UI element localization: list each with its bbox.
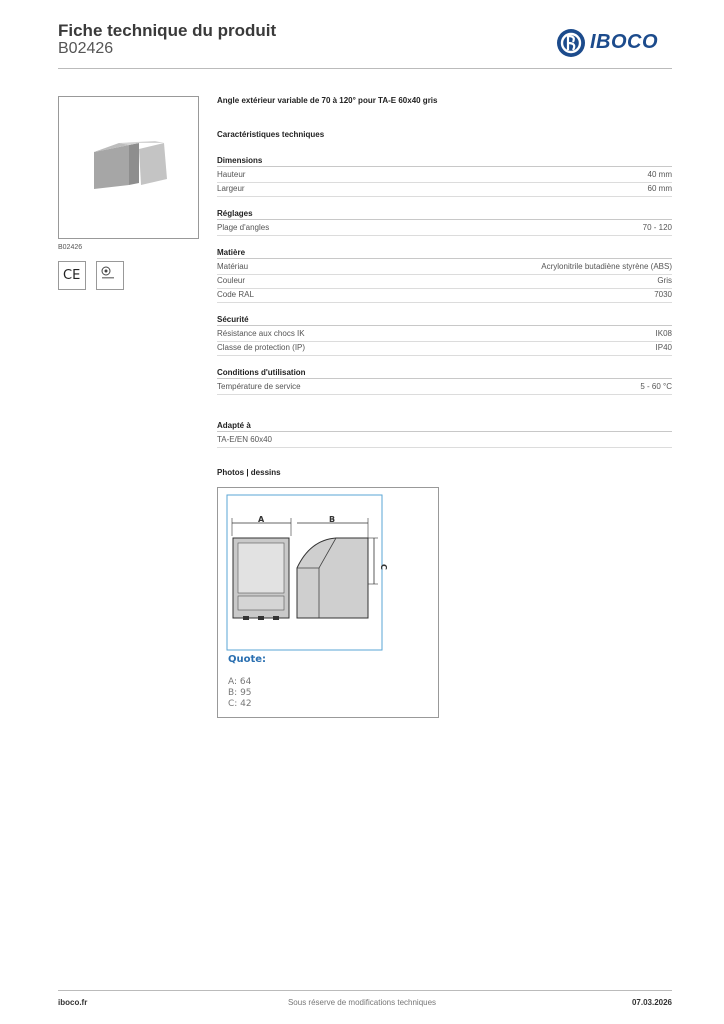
spec-row — [217, 261, 672, 275]
page-title: Fiche technique du produit — [58, 21, 277, 40]
technical-drawing-box — [217, 487, 439, 718]
iboco-logo-text: IBOCO — [590, 31, 659, 53]
spec-value: Gris — [657, 276, 672, 285]
spec-label: Code RAL — [217, 290, 254, 299]
quote-title: Quote: — [228, 654, 267, 665]
spec-label: Hauteur — [217, 170, 246, 179]
quote-line: C: 42 — [228, 699, 252, 709]
footer-date: 07.03.2026 — [631, 998, 672, 1007]
group-title-dimensions: Dimensions — [217, 156, 672, 167]
spec-row — [217, 222, 672, 236]
spec-value: IP40 — [655, 343, 672, 352]
spec-row — [217, 183, 672, 197]
product-image — [58, 96, 199, 239]
photos-heading: Photos | dessins — [217, 468, 281, 477]
spec-row — [217, 381, 672, 395]
spec-value: 40 mm — [647, 170, 672, 179]
product-code: B02426 — [58, 40, 114, 57]
spec-label: Température de service — [217, 382, 301, 391]
dimension-label-c: C — [379, 564, 388, 570]
certification-mark — [96, 261, 124, 290]
footer-disclaimer: Sous réserve de modifications techniques — [287, 998, 437, 1007]
spec-row — [217, 342, 672, 356]
spec-row — [217, 289, 672, 303]
spec-row — [217, 169, 672, 183]
footer-divider — [58, 990, 672, 991]
iboco-logo — [556, 28, 676, 60]
dimension-label-a: A — [258, 515, 265, 524]
group-title-conditions: Conditions d'utilisation — [217, 368, 672, 379]
group-title-matiere: Matière — [217, 248, 672, 259]
spec-value: 5 - 60 °C — [640, 382, 672, 391]
iboco-logo-mark-icon — [556, 28, 586, 58]
spec-label: Classe de protection (IP) — [217, 343, 306, 352]
header-divider — [58, 68, 672, 69]
quote-line: A: 64 — [228, 677, 252, 687]
dimension-label-b: B — [329, 515, 336, 524]
spec-value: 60 mm — [647, 184, 672, 193]
spec-row — [217, 275, 672, 289]
group-title-adapte: Adapté à — [217, 421, 672, 432]
spec-label: Plage d'angles — [217, 223, 270, 232]
product-title: Angle extérieur variable de 70 à 120° pour TA-E 60x40 gris — [217, 96, 438, 105]
quote-line: B: 95 — [228, 688, 252, 698]
compatible-product: TA-E/EN 60x40 — [217, 435, 272, 444]
spec-label: Largeur — [217, 184, 245, 193]
spec-value: 7030 — [654, 290, 672, 299]
group-title-securite: Sécurité — [217, 315, 672, 326]
spec-value: IK08 — [655, 329, 672, 338]
ce-mark — [58, 261, 86, 290]
product-photo-illustration — [59, 97, 198, 238]
group-title-reglages: Réglages — [217, 209, 672, 220]
spec-label: Résistance aux chocs IK — [217, 329, 305, 338]
specs-heading: Caractéristiques techniques — [217, 130, 325, 139]
spec-row — [217, 328, 672, 342]
spec-label: Matériau — [217, 262, 249, 271]
spec-value: Acrylonitrile butadiène styrène (ABS) — [541, 262, 672, 271]
certification-seal-icon — [97, 262, 123, 289]
ce-mark-label: CE — [63, 268, 81, 283]
footer-website[interactable]: iboco.fr — [58, 998, 88, 1007]
spec-row — [217, 434, 672, 448]
spec-label: Couleur — [217, 276, 246, 285]
spec-value: 70 - 120 — [642, 223, 672, 232]
product-code-small: B02426 — [58, 244, 83, 251]
